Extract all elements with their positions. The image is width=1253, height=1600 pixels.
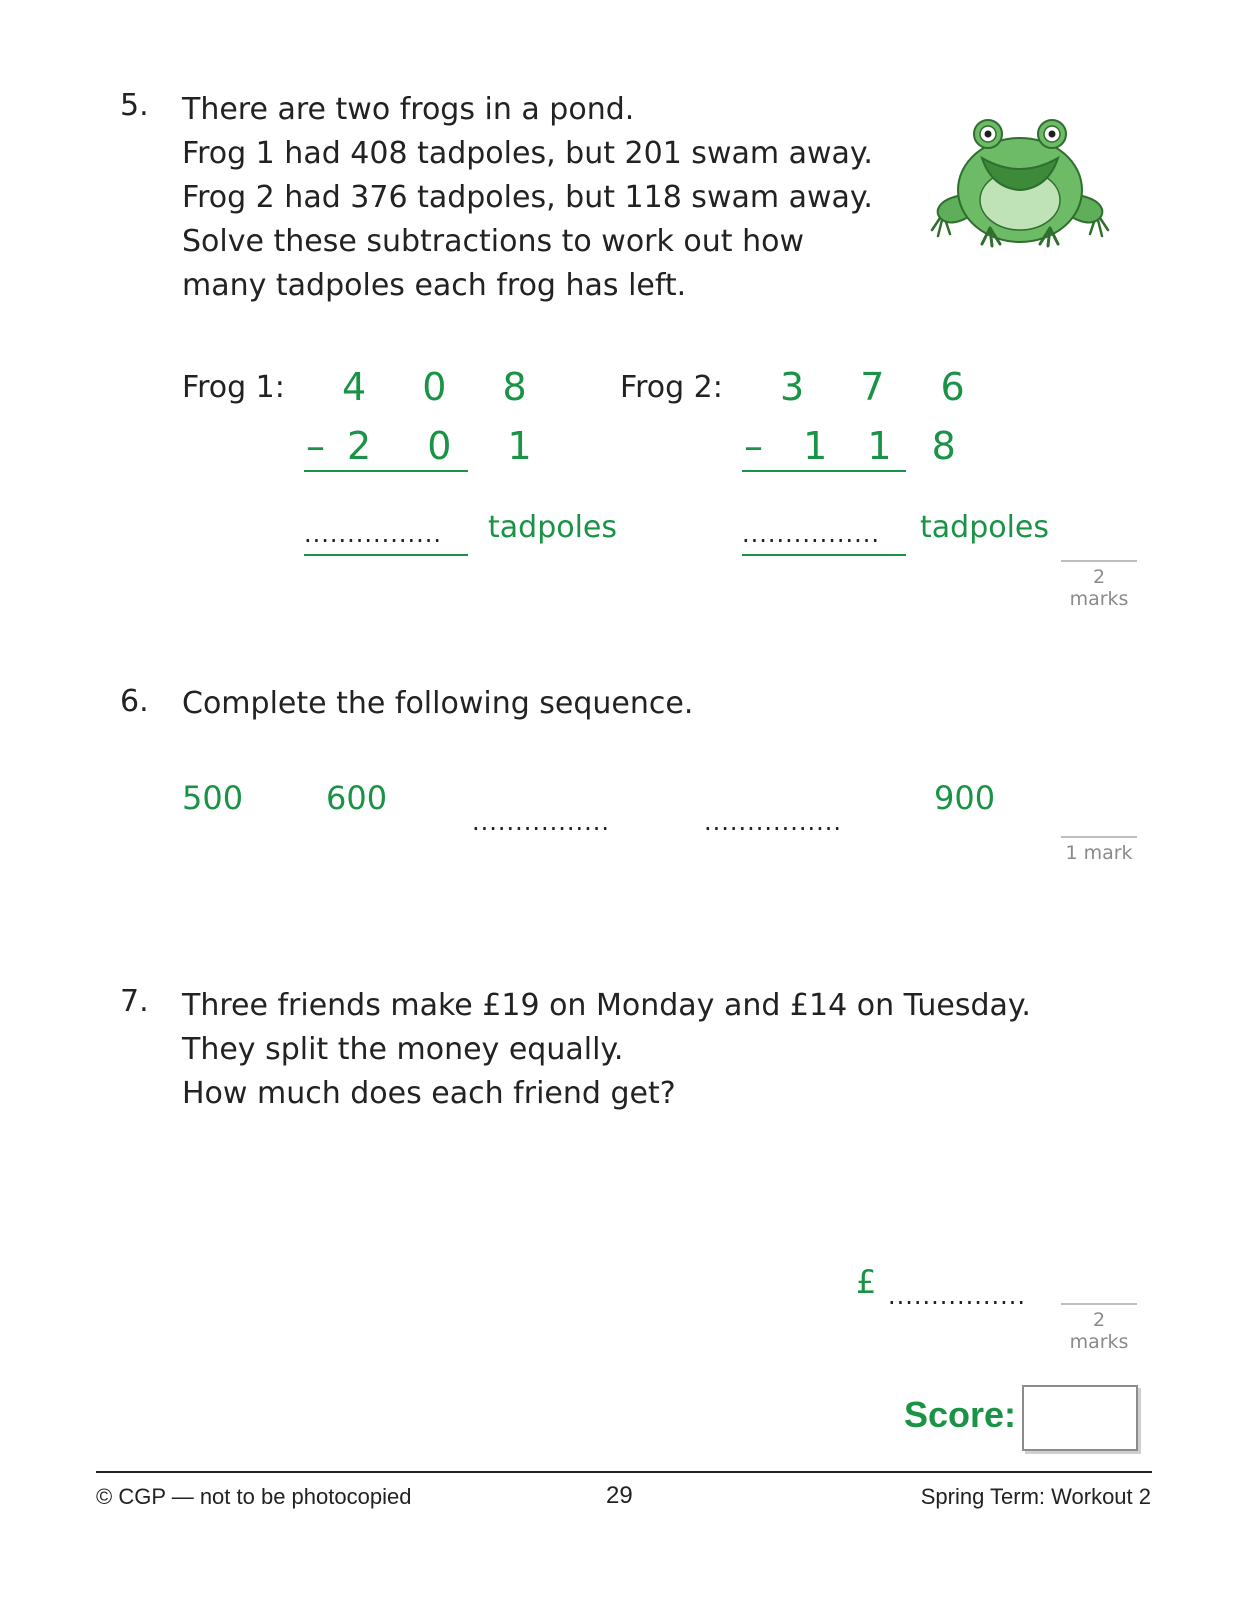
sequence-term-1: 500 (182, 779, 244, 817)
question-7-text (182, 984, 1082, 1116)
frog2-answer-blank[interactable]: ................ (742, 520, 881, 548)
frog1-subtrahend: –2 0 1 (306, 424, 554, 468)
frog1-label: Frog 1: (182, 370, 285, 405)
score-box[interactable] (1022, 1385, 1138, 1451)
frog2-sum-line (742, 470, 906, 472)
question-7-line: Three friends make £19 on Monday and £14 on Tuesday. (182, 988, 1031, 1023)
footer-workout-title: Spring Term: Workout 2 (920, 1484, 1151, 1509)
footer-copyright: © CGP — not to be photocopied (96, 1484, 412, 1509)
question-7-line: They split the money equally. (182, 1032, 624, 1067)
sequence-term-2: 600 (326, 779, 388, 817)
currency-symbol: £ (856, 1263, 877, 1301)
frog2-minuend: 3 7 6 (780, 365, 987, 409)
frog2-subtrahend: – 1 1 8 (744, 424, 970, 468)
question-5-text (182, 88, 902, 308)
question-5-line: Frog 2 had 376 tadpoles, but 118 swam away. (182, 180, 873, 215)
sequence-blank-4[interactable]: ................ (704, 808, 843, 836)
sequence-blank-3[interactable]: ................ (472, 808, 611, 836)
frog1-unit: tadpoles (488, 510, 618, 545)
frog1-answer-blank[interactable]: ................ (304, 520, 443, 548)
page-number: 29 (606, 1482, 633, 1509)
question-5-line: There are two frogs in a pond. (182, 92, 635, 127)
question-5-line: Frog 1 had 408 tadpoles, but 201 swam away. (182, 136, 873, 171)
frog-icon (930, 118, 1110, 250)
question-6-marks: 1 mark (1061, 836, 1137, 864)
frog2-answer-underline (742, 554, 906, 556)
question-7-marks: 2 marks (1061, 1303, 1137, 1353)
frog2-label: Frog 2: (620, 370, 723, 405)
footer-rule (96, 1471, 1152, 1473)
question-5-line: many tadpoles each frog has left. (182, 268, 687, 303)
question-7-answer-blank[interactable]: ................ (888, 1282, 1027, 1310)
question-5-number: 5. (120, 88, 149, 123)
frog1-minuend: 4 0 8 (342, 365, 549, 409)
question-5-marks: 2 marks (1061, 560, 1137, 610)
score-label: Score: (904, 1394, 1017, 1435)
frog2-unit: tadpoles (920, 510, 1050, 545)
question-7-number: 7. (120, 984, 149, 1019)
frog1-answer-underline (304, 554, 468, 556)
sequence-term-5: 900 (934, 779, 996, 817)
question-5-line: Solve these subtractions to work out how (182, 224, 804, 259)
question-7-line: How much does each friend get? (182, 1076, 676, 1111)
frog1-sum-line (304, 470, 468, 472)
question-6-number: 6. (120, 684, 149, 719)
question-6-text: Complete the following sequence. (182, 686, 694, 721)
